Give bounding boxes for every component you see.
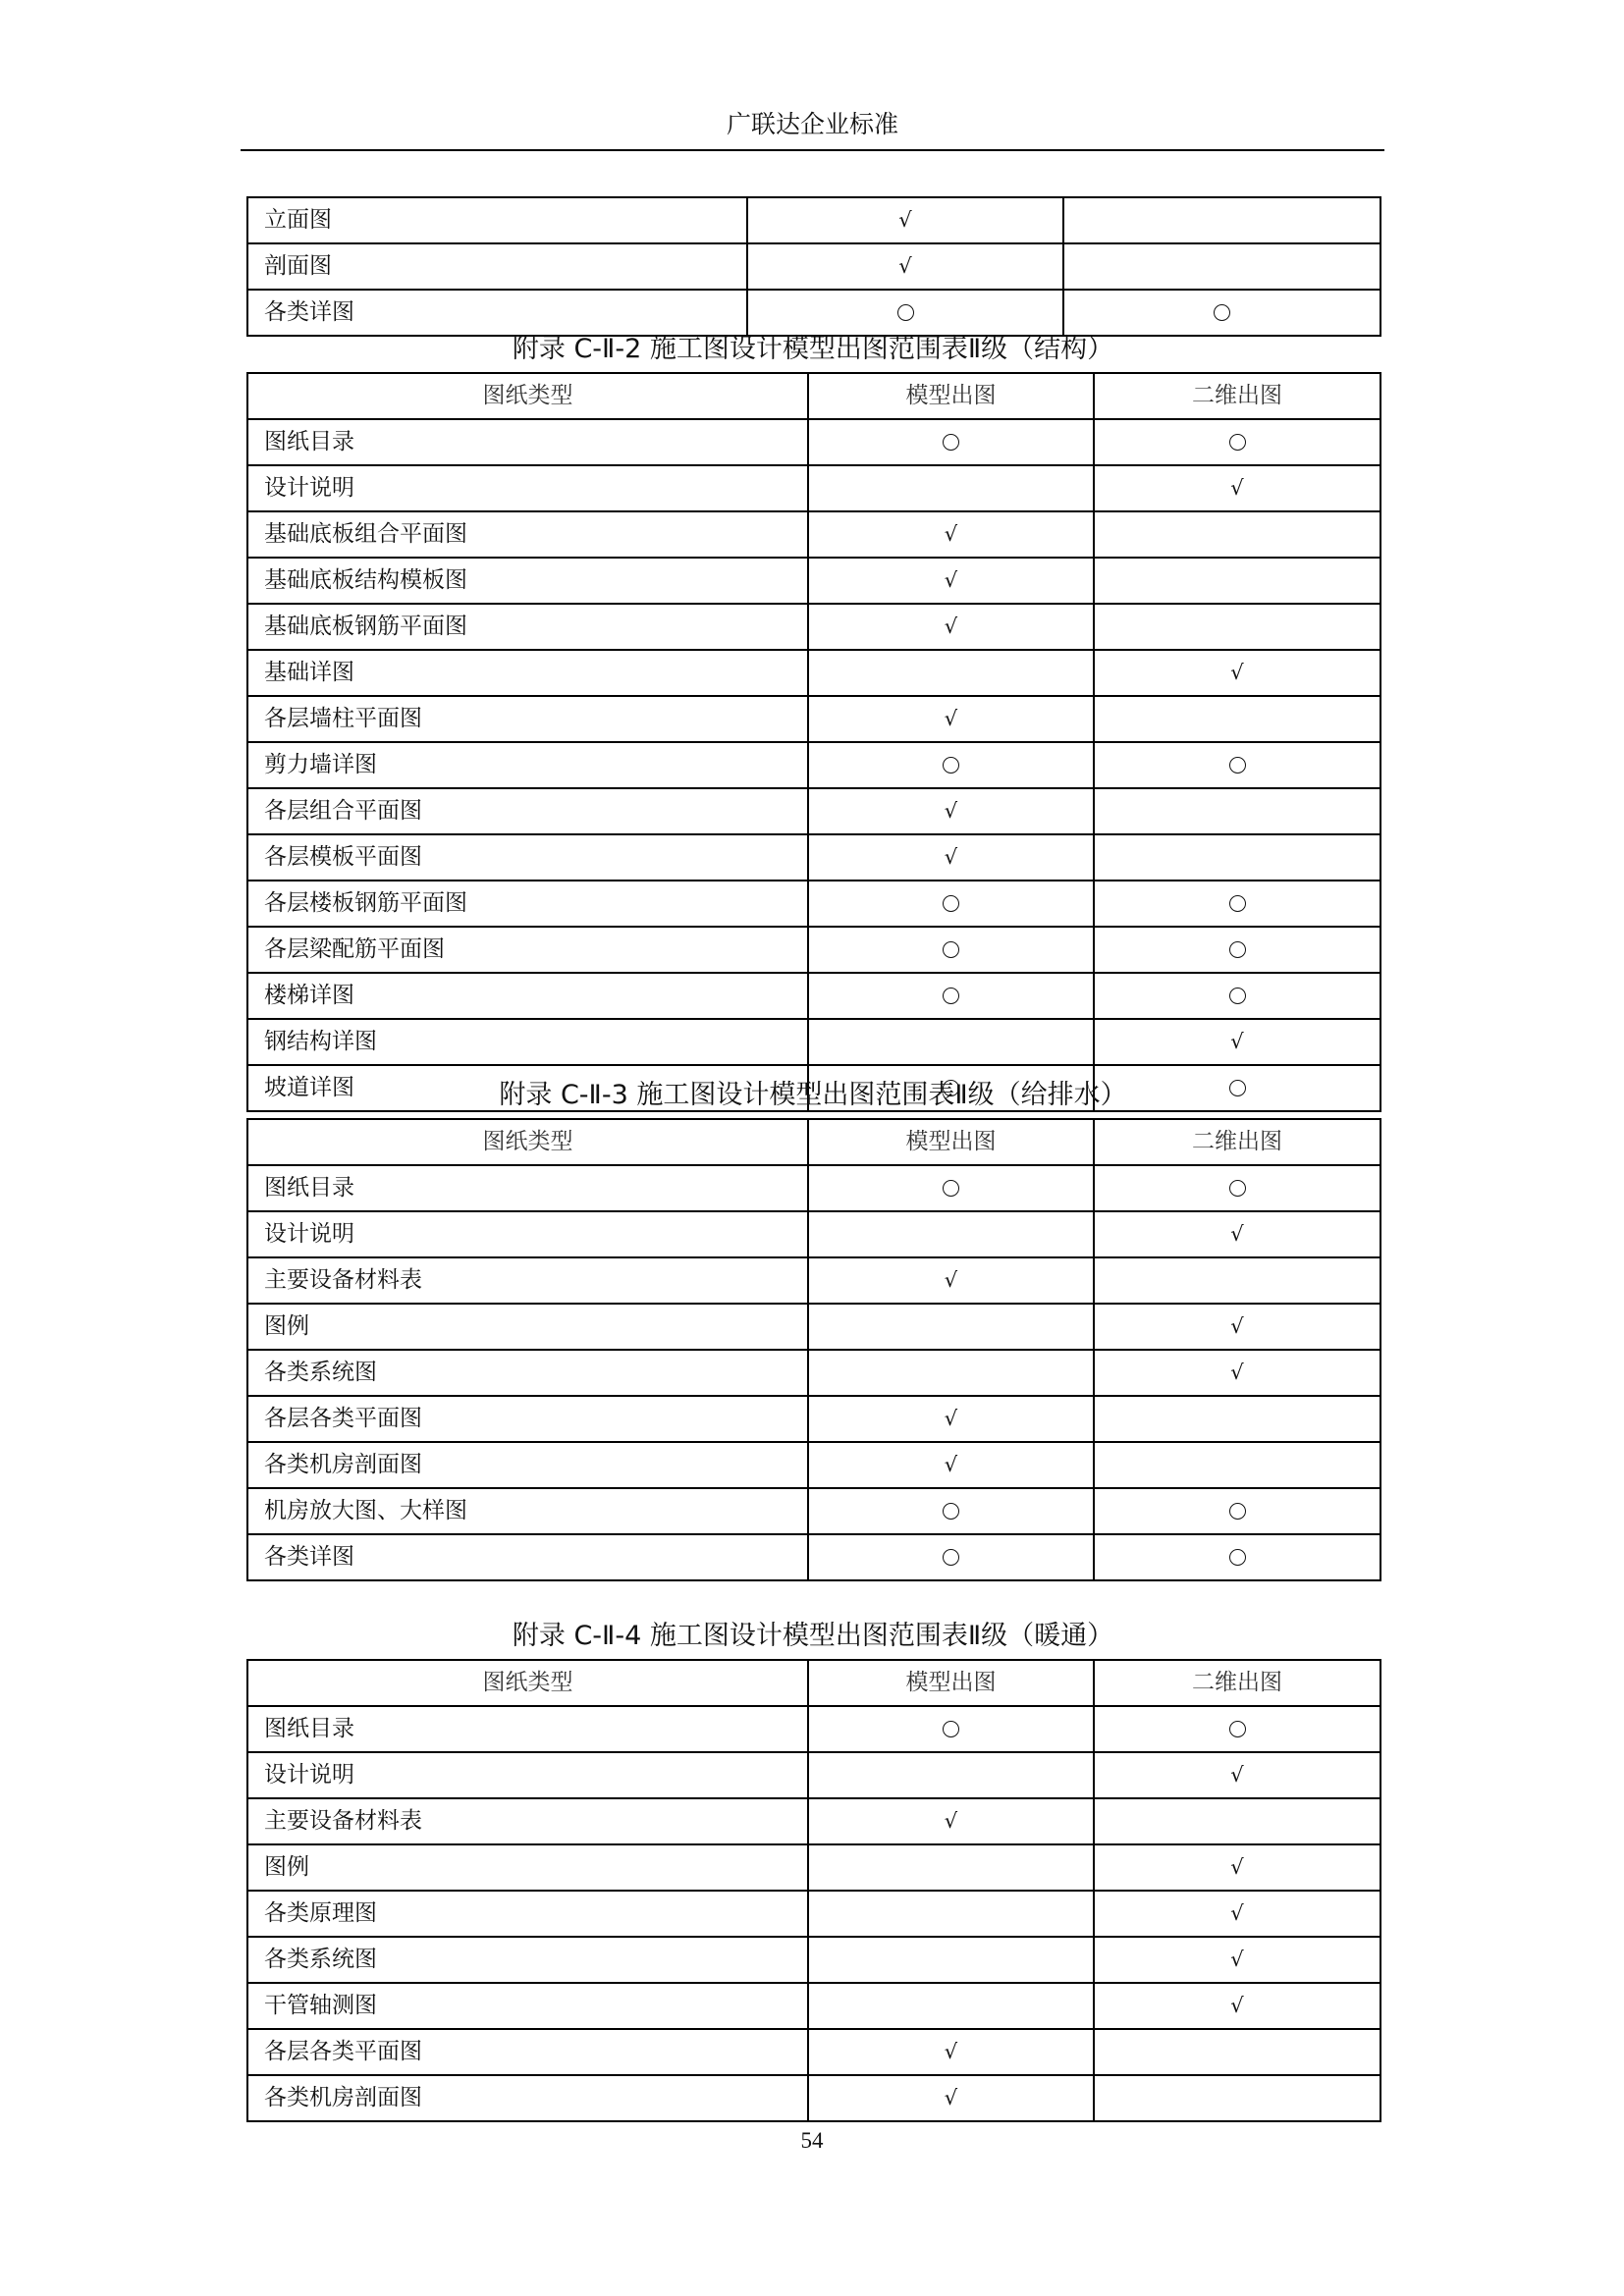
table-row xyxy=(247,2029,1380,2075)
twod-output-cell xyxy=(1094,465,1380,511)
twod-output-cell xyxy=(1094,511,1380,558)
caption-structure: 附录 C-Ⅱ-2 施工图设计模型出图范围表Ⅱ级（结构） xyxy=(512,334,1114,364)
circle-mark-icon xyxy=(943,1549,959,1566)
table-row xyxy=(247,1752,1380,1798)
model-output-cell xyxy=(808,1396,1094,1442)
circle-mark-icon xyxy=(943,1721,959,1737)
circle-mark-icon xyxy=(1229,1503,1246,1520)
drawing-type-cell: 主要设备材料表 xyxy=(247,1257,808,1304)
check-mark-icon: √ xyxy=(944,799,958,823)
drawing-type-cell: 各类详图 xyxy=(247,1534,808,1580)
twod-output-cell xyxy=(1094,696,1380,742)
model-output-cell xyxy=(808,2029,1094,2075)
twod-output-cell xyxy=(1063,290,1380,336)
table-hvac xyxy=(246,1659,1381,2122)
col-header-model-output: 模型出图 xyxy=(808,1660,1094,1706)
drawing-type-cell: 主要设备材料表 xyxy=(247,1798,808,1844)
table-row xyxy=(247,604,1380,650)
twod-output-cell xyxy=(1094,1257,1380,1304)
table-row xyxy=(247,1165,1380,1211)
circle-mark-icon xyxy=(943,941,959,958)
drawing-type-cell: 剪力墙详图 xyxy=(247,742,808,788)
twod-output-cell xyxy=(1094,419,1380,465)
model-output-cell xyxy=(808,1442,1094,1488)
drawing-type-cell: 图纸目录 xyxy=(247,419,808,465)
table-row xyxy=(247,511,1380,558)
model-output-cell xyxy=(808,1752,1094,1798)
col-header-model-output: 模型出图 xyxy=(808,1119,1094,1165)
circle-mark-icon xyxy=(1229,941,1246,958)
model-output-cell xyxy=(808,1706,1094,1752)
twod-output-cell xyxy=(1094,1706,1380,1752)
circle-mark-icon xyxy=(1229,1549,1246,1566)
drawing-type-cell: 剖面图 xyxy=(247,243,747,290)
drawing-type-cell: 图纸目录 xyxy=(247,1165,808,1211)
circle-mark-icon xyxy=(1229,1180,1246,1197)
table-row xyxy=(247,243,1380,290)
twod-output-cell xyxy=(1094,2029,1380,2075)
table-body xyxy=(247,1706,1380,2121)
model-output-cell xyxy=(747,290,1063,336)
table-body xyxy=(247,197,1380,336)
header-divider xyxy=(241,149,1384,151)
circle-mark-icon xyxy=(943,434,959,451)
twod-output-cell xyxy=(1094,558,1380,604)
circle-mark-icon xyxy=(943,988,959,1004)
model-output-cell xyxy=(808,1844,1094,1891)
twod-output-cell xyxy=(1094,1891,1380,1937)
drawing-type-cell: 各类原理图 xyxy=(247,1891,808,1937)
table-body xyxy=(247,419,1380,1111)
model-output-cell xyxy=(808,2075,1094,2121)
table-row xyxy=(247,1019,1380,1065)
twod-output-cell xyxy=(1094,604,1380,650)
twod-output-cell xyxy=(1094,1983,1380,2029)
table-row xyxy=(247,1257,1380,1304)
check-mark-icon: √ xyxy=(944,522,958,546)
check-mark-icon: √ xyxy=(898,208,912,232)
table-structure xyxy=(246,372,1381,1112)
check-mark-icon: √ xyxy=(944,1268,958,1292)
table-body xyxy=(247,1165,1380,1580)
model-output-cell xyxy=(808,881,1094,927)
table-header-row xyxy=(247,1660,1380,1706)
col-header-2d-output: 二维出图 xyxy=(1094,373,1380,419)
twod-output-cell xyxy=(1094,1488,1380,1534)
check-mark-icon: √ xyxy=(944,614,958,638)
model-output-cell xyxy=(747,197,1063,243)
twod-output-cell xyxy=(1063,197,1380,243)
twod-output-cell xyxy=(1094,1844,1380,1891)
circle-mark-icon xyxy=(1229,757,1246,774)
table-row xyxy=(247,1891,1380,1937)
model-output-cell xyxy=(808,1488,1094,1534)
drawing-type-cell: 立面图 xyxy=(247,197,747,243)
drawing-type-cell: 各类机房剖面图 xyxy=(247,1442,808,1488)
table-row xyxy=(247,834,1380,881)
drawing-type-cell: 各类系统图 xyxy=(247,1937,808,1983)
col-header-model-output: 模型出图 xyxy=(808,373,1094,419)
model-output-cell xyxy=(808,511,1094,558)
drawing-type-cell: 各类机房剖面图 xyxy=(247,2075,808,2121)
table-row xyxy=(247,1396,1380,1442)
drawing-type-cell: 基础底板组合平面图 xyxy=(247,511,808,558)
twod-output-cell xyxy=(1094,1752,1380,1798)
twod-output-cell xyxy=(1094,834,1380,881)
table-row xyxy=(247,1211,1380,1257)
drawing-type-cell: 设计说明 xyxy=(247,465,808,511)
circle-mark-icon xyxy=(943,1180,959,1197)
table-row xyxy=(247,1442,1380,1488)
model-output-cell xyxy=(808,1891,1094,1937)
drawing-type-cell: 图纸目录 xyxy=(247,1706,808,1752)
drawing-type-cell: 基础详图 xyxy=(247,650,808,696)
model-output-cell xyxy=(808,1211,1094,1257)
check-mark-icon: √ xyxy=(1230,661,1244,684)
table-row xyxy=(247,1798,1380,1844)
check-mark-icon: √ xyxy=(1230,1948,1244,1971)
model-output-cell xyxy=(808,834,1094,881)
drawing-type-cell: 干管轴测图 xyxy=(247,1983,808,2029)
col-header-drawing-type: 图纸类型 xyxy=(247,1119,808,1165)
check-mark-icon: √ xyxy=(944,1453,958,1476)
model-output-cell xyxy=(808,1304,1094,1350)
check-mark-icon: √ xyxy=(944,707,958,730)
caption-hvac: 附录 C-Ⅱ-4 施工图设计模型出图范围表Ⅱ级（暖通） xyxy=(512,1621,1114,1651)
col-header-2d-output: 二维出图 xyxy=(1094,1119,1380,1165)
drawing-type-cell: 基础底板钢筋平面图 xyxy=(247,604,808,650)
check-mark-icon: √ xyxy=(944,1407,958,1430)
model-output-cell xyxy=(808,465,1094,511)
drawing-type-cell: 各层梁配筋平面图 xyxy=(247,927,808,973)
model-output-cell xyxy=(808,1983,1094,2029)
check-mark-icon: √ xyxy=(944,845,958,869)
table-header-row xyxy=(247,373,1380,419)
drawing-type-cell: 钢结构详图 xyxy=(247,1019,808,1065)
circle-mark-icon xyxy=(1229,895,1246,912)
model-output-cell xyxy=(808,419,1094,465)
twod-output-cell xyxy=(1094,650,1380,696)
table-row xyxy=(247,742,1380,788)
model-output-cell xyxy=(808,1937,1094,1983)
table-row xyxy=(247,1983,1380,2029)
model-output-cell xyxy=(808,1350,1094,1396)
table-row xyxy=(247,1937,1380,1983)
twod-output-cell xyxy=(1094,1534,1380,1580)
table-row xyxy=(247,650,1380,696)
table-row xyxy=(247,465,1380,511)
twod-output-cell xyxy=(1094,1396,1380,1442)
table-plumbing xyxy=(246,1118,1381,1581)
table-row xyxy=(247,788,1380,834)
model-output-cell xyxy=(808,1534,1094,1580)
model-output-cell xyxy=(808,1257,1094,1304)
drawing-type-cell: 各层墙柱平面图 xyxy=(247,696,808,742)
check-mark-icon: √ xyxy=(1230,1314,1244,1338)
twod-output-cell xyxy=(1094,1165,1380,1211)
model-output-cell xyxy=(808,1019,1094,1065)
table-row xyxy=(247,1844,1380,1891)
col-header-drawing-type: 图纸类型 xyxy=(247,1660,808,1706)
model-output-cell xyxy=(747,243,1063,290)
drawing-type-cell: 图例 xyxy=(247,1844,808,1891)
check-mark-icon: √ xyxy=(898,254,912,278)
circle-mark-icon xyxy=(1229,1721,1246,1737)
check-mark-icon: √ xyxy=(1230,1901,1244,1925)
check-mark-icon: √ xyxy=(944,1809,958,1833)
check-mark-icon: √ xyxy=(1230,476,1244,500)
caption-plumbing: 附录 C-Ⅱ-3 施工图设计模型出图范围表Ⅱ级（给排水） xyxy=(499,1080,1127,1110)
table-row xyxy=(247,290,1380,336)
circle-mark-icon xyxy=(1229,434,1246,451)
twod-output-cell xyxy=(1094,881,1380,927)
model-output-cell xyxy=(808,742,1094,788)
table-row xyxy=(247,973,1380,1019)
twod-output-cell xyxy=(1094,1304,1380,1350)
model-output-cell xyxy=(808,927,1094,973)
check-mark-icon: √ xyxy=(944,2086,958,2109)
drawing-type-cell: 图例 xyxy=(247,1304,808,1350)
drawing-type-cell: 各层各类平面图 xyxy=(247,1396,808,1442)
table-row xyxy=(247,881,1380,927)
table-row xyxy=(247,927,1380,973)
drawing-type-cell: 设计说明 xyxy=(247,1752,808,1798)
circle-mark-icon xyxy=(943,895,959,912)
check-mark-icon: √ xyxy=(944,568,958,592)
drawing-type-cell: 基础底板结构模板图 xyxy=(247,558,808,604)
circle-mark-icon xyxy=(943,757,959,774)
circle-mark-icon xyxy=(897,304,914,321)
col-header-2d-output: 二维出图 xyxy=(1094,1660,1380,1706)
drawing-type-cell: 设计说明 xyxy=(247,1211,808,1257)
check-mark-icon: √ xyxy=(944,2040,958,2063)
drawing-type-cell: 楼梯详图 xyxy=(247,973,808,1019)
circle-mark-icon xyxy=(1229,988,1246,1004)
table-row xyxy=(247,558,1380,604)
page-header: 广联达企业标准 xyxy=(726,110,898,138)
check-mark-icon: √ xyxy=(1230,1855,1244,1879)
twod-output-cell xyxy=(1094,1442,1380,1488)
model-output-cell xyxy=(808,558,1094,604)
model-output-cell xyxy=(808,1165,1094,1211)
table-row xyxy=(247,1304,1380,1350)
table-row xyxy=(247,1706,1380,1752)
model-output-cell xyxy=(808,788,1094,834)
check-mark-icon: √ xyxy=(1230,1030,1244,1053)
drawing-type-cell: 各层模板平面图 xyxy=(247,834,808,881)
drawing-type-cell: 机房放大图、大样图 xyxy=(247,1488,808,1534)
check-mark-icon: √ xyxy=(1230,1763,1244,1787)
check-mark-icon: √ xyxy=(1230,1994,1244,2017)
drawing-type-cell: 各类系统图 xyxy=(247,1350,808,1396)
model-output-cell xyxy=(808,973,1094,1019)
table-row xyxy=(247,2075,1380,2121)
drawing-type-cell: 各层各类平面图 xyxy=(247,2029,808,2075)
table-header-row xyxy=(247,1119,1380,1165)
table-row xyxy=(247,696,1380,742)
model-output-cell xyxy=(808,650,1094,696)
model-output-cell xyxy=(808,1798,1094,1844)
twod-output-cell xyxy=(1094,927,1380,973)
circle-mark-icon xyxy=(943,1503,959,1520)
col-header-drawing-type: 图纸类型 xyxy=(247,373,808,419)
table-row xyxy=(247,1350,1380,1396)
page-number: 54 xyxy=(800,2128,824,2153)
drawing-type-cell: 各层楼板钢筋平面图 xyxy=(247,881,808,927)
table-row xyxy=(247,197,1380,243)
table-row xyxy=(247,1488,1380,1534)
twod-output-cell xyxy=(1063,243,1380,290)
check-mark-icon: √ xyxy=(1230,1361,1244,1384)
drawing-type-cell: 坡道详图 xyxy=(247,1065,808,1111)
drawing-type-cell: 各层组合平面图 xyxy=(247,788,808,834)
twod-output-cell xyxy=(1094,973,1380,1019)
circle-mark-icon xyxy=(1214,304,1230,321)
twod-output-cell xyxy=(1094,1937,1380,1983)
twod-output-cell xyxy=(1094,1019,1380,1065)
table-row xyxy=(247,1534,1380,1580)
model-output-cell xyxy=(808,604,1094,650)
model-output-cell xyxy=(808,696,1094,742)
drawing-type-cell: 各类详图 xyxy=(247,290,747,336)
twod-output-cell xyxy=(1094,1798,1380,1844)
check-mark-icon: √ xyxy=(1230,1222,1244,1246)
table-row xyxy=(247,419,1380,465)
twod-output-cell xyxy=(1094,788,1380,834)
twod-output-cell xyxy=(1094,742,1380,788)
twod-output-cell xyxy=(1094,2075,1380,2121)
twod-output-cell xyxy=(1094,1211,1380,1257)
table-continuation xyxy=(246,196,1381,337)
twod-output-cell xyxy=(1094,1350,1380,1396)
